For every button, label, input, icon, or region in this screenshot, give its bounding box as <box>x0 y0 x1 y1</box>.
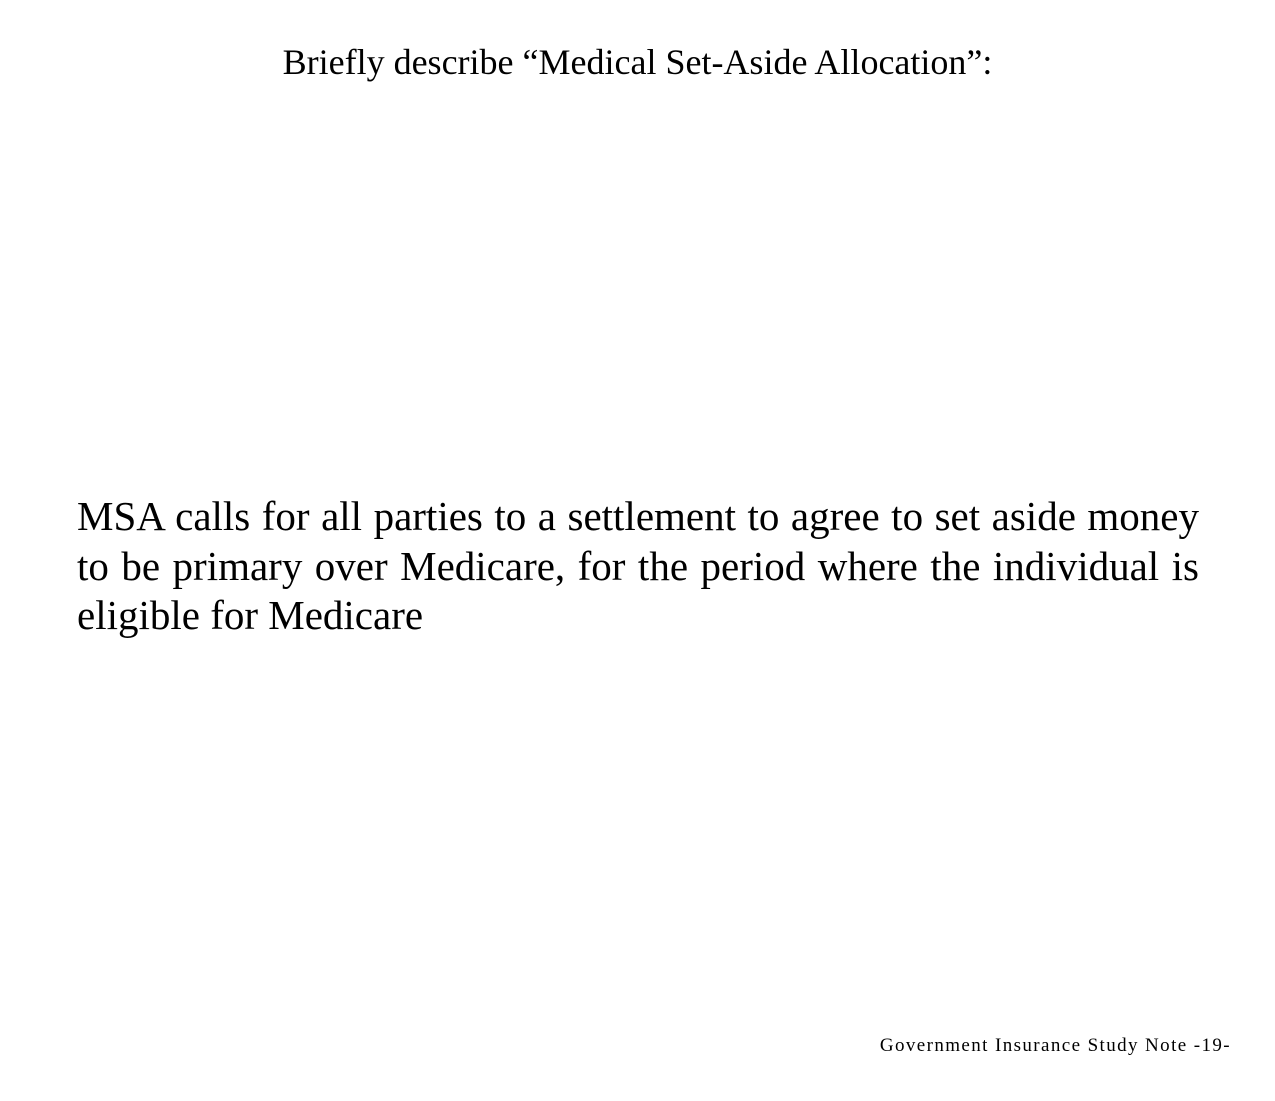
question-heading: Briefly describe “Medical Set-Aside Allocation”: <box>282 42 993 82</box>
page-footer: Government Insurance Study Note -19- <box>879 1035 1231 1056</box>
answer-text: MSA calls for all parties to a settlement to agree to set aside money to be primary over Medicare, for the period where the individual is eligible for Medicare <box>77 493 1199 638</box>
